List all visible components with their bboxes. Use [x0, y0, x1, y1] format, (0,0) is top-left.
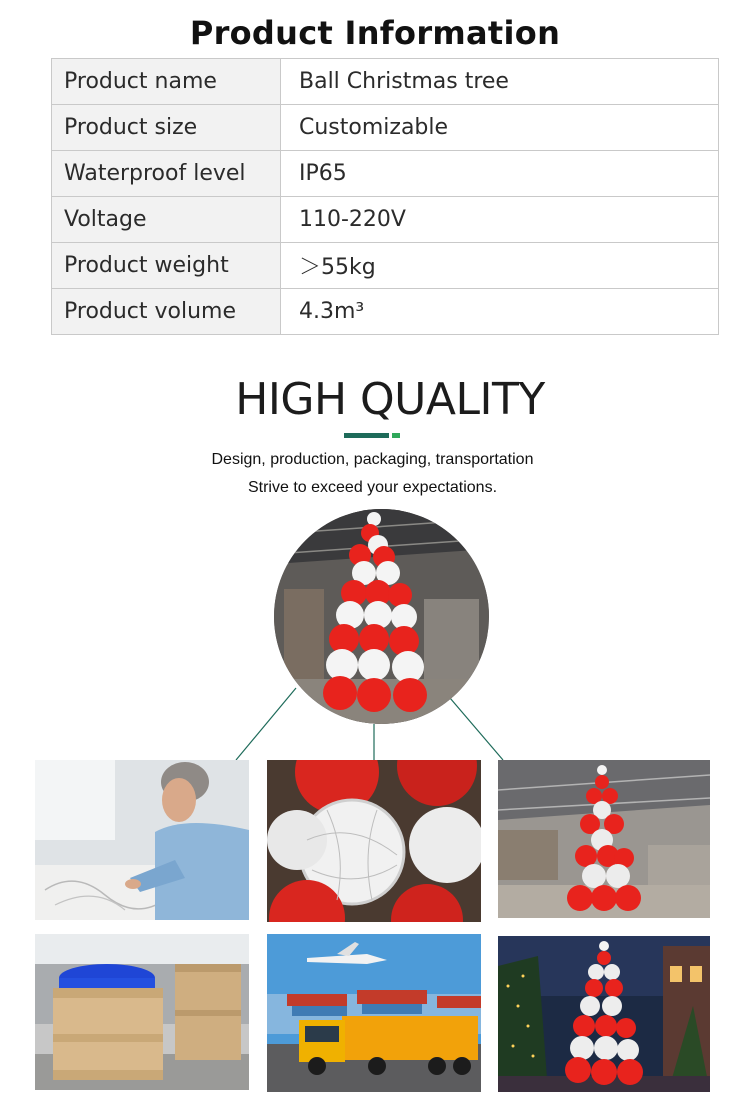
quality-tagline: Strive to exceed your expectations.: [247, 479, 498, 496]
spec-label: Voltage: [52, 197, 281, 243]
spec-value: Ball Christmas tree: [281, 59, 719, 105]
spec-value: ＞55kg: [281, 243, 719, 289]
spec-value: IP65: [281, 151, 719, 197]
wooden-crate-photo: [35, 934, 249, 1090]
spec-label: Product weight: [52, 243, 281, 289]
quality-heading: HIGH QUALITY: [235, 374, 545, 425]
spec-value: 110-220V: [281, 197, 719, 243]
ball-closeup-photo: [267, 760, 481, 922]
decorated-tree-photo: [274, 509, 489, 724]
spec-label: Product name: [52, 59, 281, 105]
tree-at-night-photo: [498, 936, 710, 1092]
spec-label: Product volume: [52, 289, 281, 335]
logistics-truck-photo: [267, 934, 481, 1092]
quality-subtitle: Design, production, packaging, transportation: [211, 451, 534, 468]
spec-value: 4.3m³: [281, 289, 719, 335]
spec-label: Waterproof level: [52, 151, 281, 197]
designer-sketching-photo: [35, 760, 249, 920]
spec-value: Customizable: [281, 105, 719, 151]
page-title: Product Information: [189, 14, 561, 52]
tree-in-factory-photo: [498, 760, 710, 918]
spec-label: Product size: [52, 105, 281, 151]
